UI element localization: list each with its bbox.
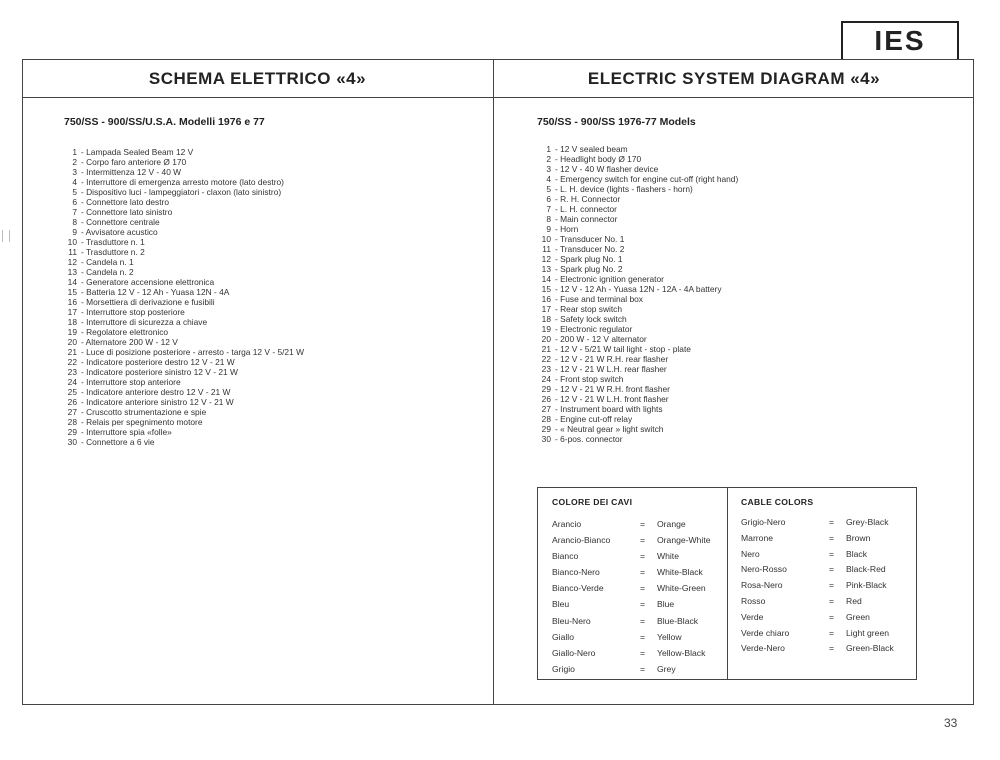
part-item: 9 - Avvisatore acustico [60,227,480,237]
part-description: Regolatore elettronico [86,327,169,337]
part-number: 5 [72,187,77,197]
color-name-italian: Arancio-Bianco [552,535,611,546]
english-title: ELECTRIC SYSTEM DIAGRAM «4» [587,69,881,88]
part-number: 19 [541,324,551,334]
part-description: 12 V - 12 Ah - Yuasa 12N - 12A - 4A battery [560,284,722,294]
equals-sign: = [829,517,835,527]
part-item: 12 - Candela n. 1 [60,257,480,267]
part-number: 18 [67,317,77,327]
part-item: 15 - Batteria 12 V - 12 Ah - Yuasa 12N - 4A [60,287,480,297]
english-models-heading: 750/SS - 900/SS 1976-77 Models [537,116,696,128]
part-description: 12 V - 21 W R.H. front flasher [560,384,670,394]
color-name-italian: Bianco-Nero [552,567,600,578]
part-description: Emergency switch for engine cut-off (right hand) [560,174,739,184]
part-number: 9 [72,227,77,237]
part-item: 9 - Horn [534,224,954,234]
equals-sign: = [829,643,835,654]
equals-sign: = [829,548,835,559]
part-item: 12 - Spark plug No. 1 [534,254,954,264]
color-name-italian: Bleu [552,599,570,610]
color-name-italian: Verde-Nero [741,643,785,654]
part-number: 20 [67,337,77,347]
part-description: Interruttore stop posteriore [86,307,185,317]
part-item: 14 - Electronic ignition generator [534,274,954,284]
equals-sign: = [640,567,646,578]
part-number: 21 [541,344,551,354]
part-description: Dispositivo luci - lampeggiatori - claxon (lato sinistro) [86,187,282,197]
part-description: Transducer No. 1 [559,234,625,244]
part-item: 15 - 12 V - 12 Ah - Yuasa 12N - 12A - 4A battery [534,284,954,294]
italian-title: SCHEMA ELETTRICO «4» [148,69,367,88]
part-description: Generatore accensione elettronica [86,277,215,287]
part-description: Connettore lato destro [86,197,169,207]
color-name-english: Orange [657,519,686,529]
part-number: 27 [67,407,77,417]
part-item: 28 - Relais per spegnimento motore [60,417,480,427]
equals-sign: = [829,611,835,622]
color-name-english: Grey-Black [846,517,889,527]
color-row [741,547,894,563]
color-row [552,564,711,580]
part-description: Transducer No. 2 [559,244,625,254]
part-item: 30 - 6-pos. connector [534,434,954,444]
part-number: 18 [541,314,551,324]
color-name-italian: Nero [741,548,760,559]
part-description: Batteria 12 V - 12 Ah - Yuasa 12N - 4A [86,287,230,297]
part-number: 20 [541,334,551,344]
part-number: 27 [541,404,551,414]
part-item: 13 - Spark plug No. 2 [534,264,954,274]
part-item: 2 - Headlight body Ø 170 [534,154,954,164]
color-name-english: Blue-Black [657,615,699,626]
part-number: 7 [72,207,77,217]
color-name-english: White-Black [657,567,703,578]
part-description: Corpo faro anteriore Ø 170 [86,157,187,167]
part-number: 17 [67,307,77,317]
part-item: 20 - Alternatore 200 W - 12 V [60,337,480,347]
part-number: 28 [541,414,551,424]
part-number: 29 [541,384,551,394]
color-name-english: White [657,551,679,562]
part-number: 15 [67,287,77,297]
part-item: 14 - Generatore accensione elettronica [60,277,480,287]
part-description: Alternatore 200 W - 12 V [85,337,178,347]
part-description: R. H. Connector [560,194,621,204]
part-description: Interruttore stop anteriore [86,377,181,387]
part-description: Electronic ignition generator [560,274,664,284]
color-name-english: White-Green [657,583,706,594]
part-description: Spark plug No. 1 [560,254,623,264]
part-number: 30 [67,437,77,447]
part-item: 28 - Engine cut-off relay [534,414,954,424]
english-parts-list [534,144,954,444]
equals-sign: = [640,663,646,674]
color-name-italian: Verde chiaro [741,627,790,638]
part-item: 30 - Connettore a 6 vie [60,437,480,447]
part-item: 11 - Trasduttore n. 2 [60,247,480,257]
part-description: Candela n. 2 [86,267,134,277]
equals-sign: = [829,595,835,606]
equals-sign: = [640,631,646,642]
color-name-italian: Marrone [741,532,773,543]
part-number: 8 [546,214,551,224]
part-number: 22 [541,354,551,364]
color-name-italian: Arancio [552,519,582,529]
color-name-english: Light green [846,627,890,638]
part-number: 7 [546,204,551,214]
part-number: 28 [67,417,77,427]
part-item: 8 - Connettore centrale [60,217,480,227]
part-item: 26 - Indicatore anteriore sinistro 12 V - 21 W [60,397,480,407]
part-description: Spark plug No. 2 [560,264,623,274]
part-item: 26 - 12 V - 21 W L.H. front flasher [534,394,954,404]
part-item: 25 - Indicatore anteriore destro 12 V - 21 W [60,387,480,397]
color-name-italian: Bianco-Verde [552,583,604,594]
part-description: Electronic regulator [560,324,633,334]
color-name-italian: Nero-Rosso [741,564,787,575]
part-description: Interruttore di emergenza arresto motore (lato destro) [86,177,284,187]
color-row [741,515,894,531]
part-item: 2 - Corpo faro anteriore Ø 170 [60,157,480,167]
part-description: Cruscotto strumentazione e spie [86,407,207,417]
part-item: 11 - Transducer No. 2 [534,244,954,254]
part-item: 13 - Candela n. 2 [60,267,480,277]
color-row [552,532,711,548]
part-item: 18 - Safety lock switch [534,314,954,324]
color-row [552,629,711,645]
part-item: 20 - 200 W - 12 V alternator [534,334,954,344]
part-description: Indicatore anteriore sinistro 12 V - 21 W [86,397,234,407]
color-name-italian: Grigio-Nero [741,517,786,527]
part-description: Horn [560,224,579,234]
part-description: Luce di posizione posteriore - arresto - targa 12 V - 5/21 W [86,347,304,357]
part-item: 27 - Cruscotto strumentazione e spie [60,407,480,417]
part-item: 16 - Morsettiera di derivazione e fusibili [60,297,480,307]
part-number: 24 [541,374,551,384]
part-item: 22 - Indicatore posteriore destro 12 V - 21 W [60,357,480,367]
color-name-italian: Giallo [552,631,574,642]
color-row [741,531,894,547]
part-item: 21 - Luce di posizione posteriore - arresto - targa 12 V - 5/21 W [60,347,480,357]
part-number: 14 [67,277,77,287]
color-row [741,594,894,610]
part-item: 22 - 12 V - 21 W R.H. rear flasher [534,354,954,364]
color-name-english: Pink-Black [846,580,887,591]
part-description: 12 V - 21 W L.H. front flasher [560,394,669,404]
part-number: 14 [541,274,551,284]
part-number: 19 [67,327,77,337]
part-number: 2 [72,157,77,167]
part-item: 7 - Connettore lato sinistro [60,207,480,217]
part-item: 29 - 12 V - 21 W R.H. front flasher [534,384,954,394]
part-description: Trasduttore n. 1 [85,237,145,247]
color-row [552,580,711,596]
part-description: Connettore centrale [86,217,160,227]
part-number: 16 [67,297,77,307]
color-name-italian: Rosa-Nero [741,580,783,591]
part-number: 1 [72,147,77,157]
part-number: 15 [541,284,551,294]
color-row [741,562,894,578]
part-item: 29 - « Neutral gear » light switch [534,424,954,434]
equals-sign: = [640,583,646,594]
color-name-italian: Giallo-Nero [552,647,596,658]
italian-colors-header: COLORE DEI CAVI [552,497,633,507]
cable-colors-table [537,487,917,680]
part-number: 9 [546,224,551,234]
part-description: Relais per spegnimento motore [86,417,203,427]
part-description: Instrument board with lights [560,404,663,414]
equals-sign: = [640,599,646,610]
color-name-english: Orange-White [657,535,711,546]
margin-mark [2,230,10,242]
part-description: Indicatore anteriore destro 12 V - 21 W [86,387,231,397]
part-number: 13 [67,267,77,277]
color-row [741,610,894,626]
part-item: 18 - Interruttore di sicurezza a chiave [60,317,480,327]
part-description: Morsettiera di derivazione e fusibili [86,297,215,307]
part-number: 22 [67,357,77,367]
color-name-italian: Bleu-Nero [552,615,591,626]
part-number: 24 [67,377,77,387]
part-description: Fuse and terminal box [560,294,643,304]
equals-sign: = [640,615,646,626]
part-item: 4 - Emergency switch for engine cut-off (right hand) [534,174,954,184]
equals-sign: = [640,535,646,546]
header-divider [22,97,974,98]
part-item: 19 - Electronic regulator [534,324,954,334]
part-number: 12 [541,254,551,264]
part-description: 12 V sealed beam [560,144,628,154]
part-item: 5 - L. H. device (lights - flashers - horn) [534,184,954,194]
color-row [741,578,894,594]
part-description: Front stop switch [560,374,624,384]
part-description: 200 W - 12 V alternator [560,334,647,344]
color-name-english: Black [846,548,868,559]
italian-models-heading: 750/SS - 900/SS/U.S.A. Modelli 1976 e 77 [64,116,265,128]
english-color-list [741,515,894,657]
part-item: 24 - Front stop switch [534,374,954,384]
part-item: 24 - Interruttore stop anteriore [60,377,480,387]
part-number: 29 [541,424,551,434]
part-number: 10 [67,237,77,247]
part-item: 10 - Transducer No. 1 [534,234,954,244]
part-item: 16 - Fuse and terminal box [534,294,954,304]
part-description: L. H. device (lights - flashers - horn) [560,184,693,194]
part-item: 4 - Interruttore di emergenza arresto motore (lato destro) [60,177,480,187]
part-item: 21 - 12 V - 5/21 W tail light - stop - plate [534,344,954,354]
color-name-italian: Bianco [552,551,579,562]
color-name-italian: Grigio [552,663,575,674]
part-number: 6 [72,197,77,207]
part-description: Candela n. 1 [86,257,134,267]
color-row [552,645,711,661]
part-item: 17 - Rear stop switch [534,304,954,314]
part-number: 8 [72,217,77,227]
part-item: 27 - Instrument board with lights [534,404,954,414]
part-item: 19 - Regolatore elettronico [60,327,480,337]
column-divider [493,59,494,705]
color-row [552,516,711,532]
part-item: 1 - Lampada Sealed Beam 12 V [60,147,480,157]
part-item: 17 - Interruttore stop posteriore [60,307,480,317]
color-name-english: Green-Black [846,643,894,654]
part-number: 11 [68,247,77,257]
part-number: 23 [67,367,77,377]
color-row [741,641,894,657]
part-description: 12 V - 21 W R.H. rear flasher [560,354,669,364]
equals-sign: = [640,551,646,562]
part-item: 1 - 12 V sealed beam [534,144,954,154]
color-name-italian: Verde [741,611,764,622]
equals-sign: = [829,627,835,638]
part-description: Indicatore posteriore sinistro 12 V - 21 W [86,367,238,377]
english-colors-header: CABLE COLORS [741,497,814,507]
part-item: 23 - 12 V - 21 W L.H. rear flasher [534,364,954,374]
part-item: 3 - 12 V - 40 W flasher device [534,164,954,174]
equals-sign: = [829,532,835,543]
color-row [552,548,711,564]
part-number: 3 [72,167,77,177]
part-number: 1 [546,144,551,154]
part-number: 4 [546,174,551,184]
part-number: 5 [546,184,551,194]
color-row [552,613,711,629]
part-description: 12 V - 40 W flasher device [560,164,659,174]
part-item: 23 - Indicatore posteriore sinistro 12 V - 21 W [60,367,480,377]
part-number: 4 [72,177,77,187]
color-row [741,626,894,642]
part-description: Connettore a 6 vie [86,437,155,447]
part-description: Rear stop switch [560,304,623,314]
part-description: Intermittenza 12 V - 40 W [86,167,182,177]
part-number: 21 [67,347,77,357]
part-description: 6-pos. connector [560,434,623,444]
part-description: 12 V - 5/21 W tail light - stop - plate [560,344,691,354]
part-number: 26 [67,397,77,407]
part-description: Headlight body Ø 170 [560,154,642,164]
part-item: 8 - Main connector [534,214,954,224]
equals-sign: = [829,580,835,591]
part-number: 13 [541,264,551,274]
part-description: « Neutral gear » light switch [560,424,664,434]
part-item: 29 - Interruttore spia «folle» [60,427,480,437]
part-description: Trasduttore n. 2 [85,247,145,257]
equals-sign: = [640,647,646,658]
equals-sign: = [640,519,646,529]
color-name-english: Blue [657,599,675,610]
part-description: Interruttore di sicurezza a chiave [86,317,208,327]
section-badge: IES [841,21,959,59]
part-number: 11 [542,244,551,254]
part-number: 17 [541,304,551,314]
part-description: Connettore lato sinistro [86,207,173,217]
part-number: 25 [67,387,77,397]
color-name-english: Yellow-Black [657,647,706,658]
part-description: Engine cut-off relay [560,414,633,424]
color-row [552,596,711,612]
italian-color-list [552,516,711,677]
part-description: Interruttore spia «folle» [86,427,172,437]
part-item: 6 - R. H. Connector [534,194,954,204]
part-description: Indicatore posteriore destro 12 V - 21 W [86,357,235,367]
table-divider [727,488,728,679]
part-description: Lampada Sealed Beam 12 V [86,147,194,157]
color-name-english: Green [846,611,870,622]
part-number: 16 [541,294,551,304]
color-name-english: Yellow [657,631,682,642]
italian-parts-list [60,147,480,447]
color-name-italian: Rosso [741,595,766,606]
part-number: 23 [541,364,551,374]
part-number: 12 [67,257,77,267]
part-description: L. H. connector [560,204,617,214]
part-item: 5 - Dispositivo luci - lampeggiatori - claxon (lato sinistro) [60,187,480,197]
color-name-english: Brown [846,532,871,543]
part-item: 10 - Trasduttore n. 1 [60,237,480,247]
part-item: 6 - Connettore lato destro [60,197,480,207]
part-item: 7 - L. H. connector [534,204,954,214]
color-row [552,661,711,677]
part-number: 6 [546,194,551,204]
part-number: 29 [67,427,77,437]
color-name-english: Black-Red [846,564,886,575]
part-description: Main connector [560,214,618,224]
part-item: 3 - Intermittenza 12 V - 40 W [60,167,480,177]
part-number: 30 [541,434,551,444]
color-name-english: Red [846,595,862,606]
part-description: 12 V - 21 W L.H. rear flasher [560,364,667,374]
color-name-english: Grey [657,663,676,674]
part-number: 10 [541,234,551,244]
part-description: Safety lock switch [560,314,627,324]
part-number: 2 [546,154,551,164]
equals-sign: = [829,564,835,575]
part-description: Avvisatore acustico [85,227,158,237]
part-number: 3 [546,164,551,174]
part-number: 26 [541,394,551,404]
page-number: 33 [944,716,958,730]
